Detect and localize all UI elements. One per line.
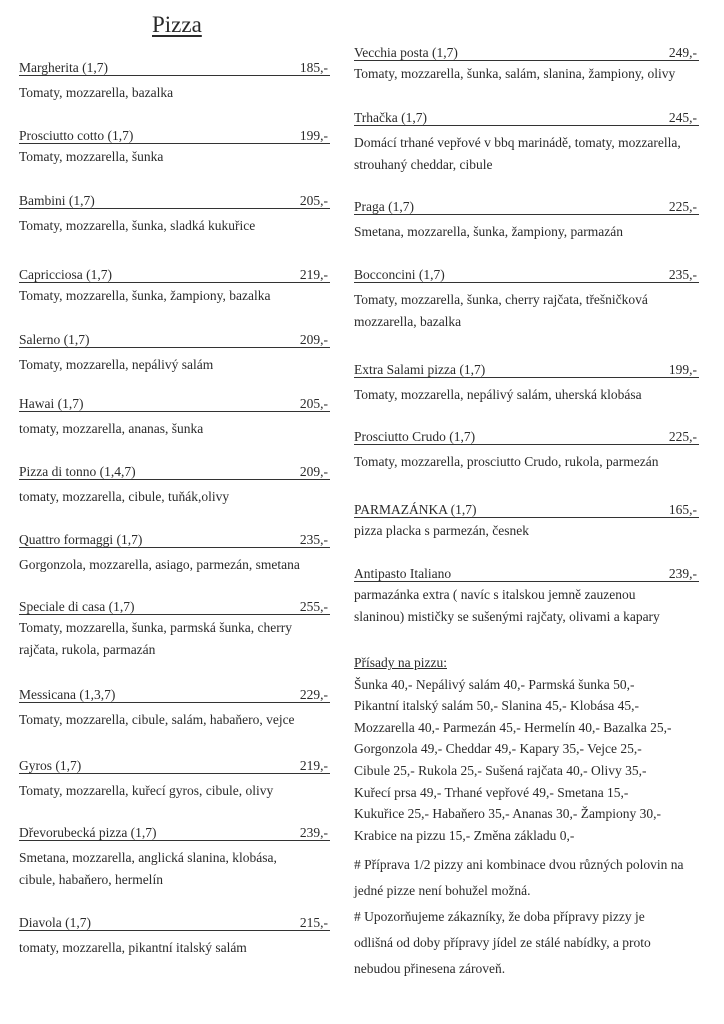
menu-item-name: Antipasto Italiano	[354, 566, 452, 581]
menu-item-header	[354, 502, 699, 518]
menu-item-description	[19, 82, 330, 104]
note-line: jedné pizze není bohužel možná.	[354, 883, 531, 898]
description-line: Smetana, mozzarella, šunka, žampiony, parmazán	[354, 224, 624, 239]
menu-item-header	[19, 332, 330, 348]
description-line: tomaty, mozzarella, cibule, tuňák,olivy	[19, 489, 230, 504]
menu-item-name: Gyros (1,7)	[19, 758, 82, 773]
menu-item-price: 185,-	[299, 60, 328, 75]
note-line: # Upozorňujeme zákazníky, že doba přípravy pizzy je	[354, 909, 645, 924]
description-line: Gorgonzola, mozzarella, asiago, parmezán, smetana	[19, 557, 300, 572]
description-line: Tomaty, mozzarella, šunka, cherry rajčata, třešničková	[354, 292, 648, 307]
menu-item-price: 205,-	[299, 193, 328, 208]
description-line: Tomaty, mozzarella, šunka	[19, 149, 164, 164]
menu-item	[354, 362, 699, 406]
toppings-list	[354, 674, 719, 847]
menu-item-price: 199,-	[299, 128, 328, 143]
menu-item-name: Trhačka (1,7)	[354, 110, 427, 125]
menu-item-description	[354, 289, 699, 333]
menu-item-header	[19, 193, 330, 209]
menu-item-header	[19, 464, 330, 480]
menu-item	[19, 464, 330, 508]
menu-item-price: 239,-	[299, 825, 328, 840]
menu-item-price: 209,-	[299, 464, 328, 479]
menu-item-header	[19, 599, 330, 615]
menu-item-price: 215,-	[299, 915, 328, 930]
menu-item-price: 209,-	[299, 332, 328, 347]
menu-item-description	[19, 215, 330, 237]
menu-item-header	[19, 825, 330, 841]
description-line: Tomaty, mozzarella, nepálivý salám	[19, 357, 214, 372]
note-line: nebudou přinesena zároveň.	[354, 961, 506, 976]
topping-line: Šunka 40,- Nepálivý salám 40,- Parmská šunka 50,-	[354, 676, 635, 692]
menu-item	[354, 110, 699, 176]
description-line: Smetana, mozzarella, anglická slanina, klobása,	[19, 850, 277, 865]
menu-item-description	[354, 132, 699, 176]
menu-item-name: Prosciutto cotto (1,7)	[19, 128, 134, 143]
toppings-title: Přísady na pizzu:	[354, 655, 447, 670]
menu-item-name: Salerno (1,7)	[19, 332, 90, 347]
menu-item	[19, 60, 330, 104]
menu-item-price: 239,-	[668, 566, 697, 581]
menu-item-description	[354, 63, 699, 85]
menu-item-description	[19, 554, 330, 576]
menu-item-price: 165,-	[668, 502, 697, 517]
menu-item-header	[354, 45, 699, 61]
topping-line: Gorgonzola 49,- Cheddar 49,- Kapary 35,- Vejce 25,-	[354, 741, 642, 757]
description-line: parmazánka extra ( navíc s italskou jemně zauzenou	[354, 587, 636, 602]
menu-item-price: 205,-	[299, 396, 328, 411]
menu-item-name: Vecchia posta (1,7)	[354, 45, 458, 60]
menu-item-header	[19, 915, 330, 931]
menu-item-price: 219,-	[299, 267, 328, 282]
description-line: Tomaty, mozzarella, šunka, žampiony, bazalka	[19, 288, 271, 303]
notes-section	[354, 852, 719, 982]
description-line: strouhaný cheddar, cibule	[354, 157, 493, 172]
menu-item-header	[354, 267, 699, 283]
menu-item-name: Messicana (1,3,7)	[19, 687, 116, 702]
menu-item-header	[19, 687, 330, 703]
menu-item-header	[19, 267, 330, 283]
menu-item	[19, 599, 330, 661]
menu-item-description	[19, 780, 330, 802]
menu-item-name: Quattro formaggi (1,7)	[19, 532, 143, 547]
menu-item-price: 255,-	[299, 599, 328, 614]
menu-item	[19, 687, 330, 731]
menu-item-name: Prosciutto Crudo (1,7)	[354, 429, 476, 444]
topping-line: Kukuřice 25,- Habaňero 35,- Ananas 30,- Žampiony 30,-	[354, 806, 662, 822]
toppings-section	[354, 652, 719, 846]
menu-item-description	[19, 146, 330, 168]
description-line: slaninou) mističky se sušenými rajčaty, olivami a kapary	[354, 609, 660, 624]
menu-item-name: Capricciosa (1,7)	[19, 267, 112, 282]
menu-item	[19, 193, 330, 237]
menu-item-name: Margherita (1,7)	[19, 60, 108, 75]
menu-item	[354, 429, 699, 473]
description-line: Tomaty, mozzarella, šunka, parmská šunka, cherry	[19, 620, 292, 635]
topping-line: Mozzarella 40,- Parmezán 45,- Hermelín 40,- Bazalka 25,-	[354, 719, 672, 735]
menu-item	[19, 128, 330, 168]
menu-item-name: Pizza di tonno (1,4,7)	[19, 464, 136, 479]
description-line: Tomaty, mozzarella, cibule, salám, habaňero, vejce	[19, 712, 295, 727]
menu-item-price: 225,-	[668, 429, 697, 444]
menu-item-name: Bambini (1,7)	[19, 193, 95, 208]
menu-item-price: 235,-	[668, 267, 697, 282]
menu-item-header	[19, 396, 330, 412]
menu-item-header	[354, 429, 699, 445]
menu-item-header	[354, 362, 699, 378]
menu-item	[19, 825, 330, 891]
menu-item-price: 235,-	[299, 532, 328, 547]
menu-item	[19, 532, 330, 576]
description-line: Tomaty, mozzarella, šunka, sladká kukuřice	[19, 218, 256, 233]
menu-item-name: Hawai (1,7)	[19, 396, 84, 411]
menu-item-description	[354, 520, 699, 542]
menu-item	[19, 267, 330, 307]
menu-item	[19, 396, 330, 440]
menu-item	[354, 502, 699, 542]
menu-item-description	[354, 451, 699, 473]
menu-item-name: Extra Salami pizza (1,7)	[354, 362, 486, 377]
menu-item-name: Praga (1,7)	[354, 199, 414, 214]
menu-item	[354, 199, 699, 243]
menu-item-price: 245,-	[668, 110, 697, 125]
menu-item-header	[354, 110, 699, 126]
menu-item	[19, 758, 330, 802]
menu-item-description	[354, 384, 699, 406]
topping-line: Pikantní italský salám 50,- Slanina 45,- Klobása 45,-	[354, 698, 639, 714]
menu-item	[354, 267, 699, 333]
menu-item-name: Speciale di casa (1,7)	[19, 599, 135, 614]
menu-item-description	[19, 709, 330, 731]
menu-item	[19, 332, 330, 376]
topping-line: Kuřecí prsa 49,- Trhané vepřové 49,- Smetana 15,-	[354, 784, 629, 800]
menu-item-price: 199,-	[668, 362, 697, 377]
menu-item-description	[19, 617, 330, 661]
note-line: odlišná od doby přípravy jídel ze stálé nabídky, a proto	[354, 935, 651, 950]
menu-item-name: Bocconcini (1,7)	[354, 267, 445, 282]
menu-item	[354, 566, 699, 628]
menu-item-header	[19, 532, 330, 548]
menu-item	[354, 45, 699, 85]
note-line: # Příprava 1/2 pizzy ani kombinace dvou různých polovin na	[354, 857, 684, 872]
menu-item-header	[19, 128, 330, 144]
menu-item-description	[19, 418, 330, 440]
menu-item-header	[19, 758, 330, 774]
menu-item-description	[354, 584, 699, 628]
menu-item	[19, 915, 330, 959]
description-line: Tomaty, mozzarella, prosciutto Crudo, rukola, parmezán	[354, 454, 659, 469]
description-line: pizza placka s parmezán, česnek	[354, 523, 530, 538]
menu-item-price: 225,-	[668, 199, 697, 214]
menu-item-price: 229,-	[299, 687, 328, 702]
menu-item-name: Diavola (1,7)	[19, 915, 91, 930]
menu-item-description	[19, 937, 330, 959]
description-line: cibule, habaňero, hermelín	[19, 872, 163, 887]
menu-item-header	[19, 60, 330, 76]
menu-item-description	[19, 847, 330, 891]
description-line: mozzarella, bazalka	[354, 314, 462, 329]
menu-item-header	[354, 199, 699, 215]
description-line: Tomaty, mozzarella, šunka, salám, slanina, žampiony, olivy	[354, 66, 676, 81]
menu-item-name: PARMAZÁNKA (1,7)	[354, 502, 477, 517]
menu-title: Pizza	[152, 12, 202, 37]
description-line: rajčata, rukola, parmazán	[19, 642, 156, 657]
topping-line: Krabice na pizzu 15,- Změna základu 0,-	[354, 827, 575, 843]
topping-line: Cibule 25,- Rukola 25,- Sušená rajčata 40,- Olivy 35,-	[354, 762, 647, 778]
description-line: Tomaty, mozzarella, nepálivý salám, uherská klobása	[354, 387, 642, 402]
menu-item-description	[19, 285, 330, 307]
menu-item-price: 249,-	[668, 45, 697, 60]
menu-item-description	[354, 221, 699, 243]
description-line: tomaty, mozzarella, ananas, šunka	[19, 421, 204, 436]
menu-item-price: 219,-	[299, 758, 328, 773]
menu-item-description	[19, 354, 330, 376]
description-line: tomaty, mozzarella, pikantní italský salám	[19, 940, 247, 955]
menu-item-header	[354, 566, 699, 582]
description-line: Domácí trhané vepřové v bbq marinádě, tomaty, mozzarella,	[354, 135, 681, 150]
description-line: Tomaty, mozzarella, bazalka	[19, 85, 174, 100]
menu-item-description	[19, 486, 330, 508]
menu-item-name: Dřevorubecká pizza (1,7)	[19, 825, 157, 840]
description-line: Tomaty, mozzarella, kuřecí gyros, cibule, olivy	[19, 783, 274, 798]
